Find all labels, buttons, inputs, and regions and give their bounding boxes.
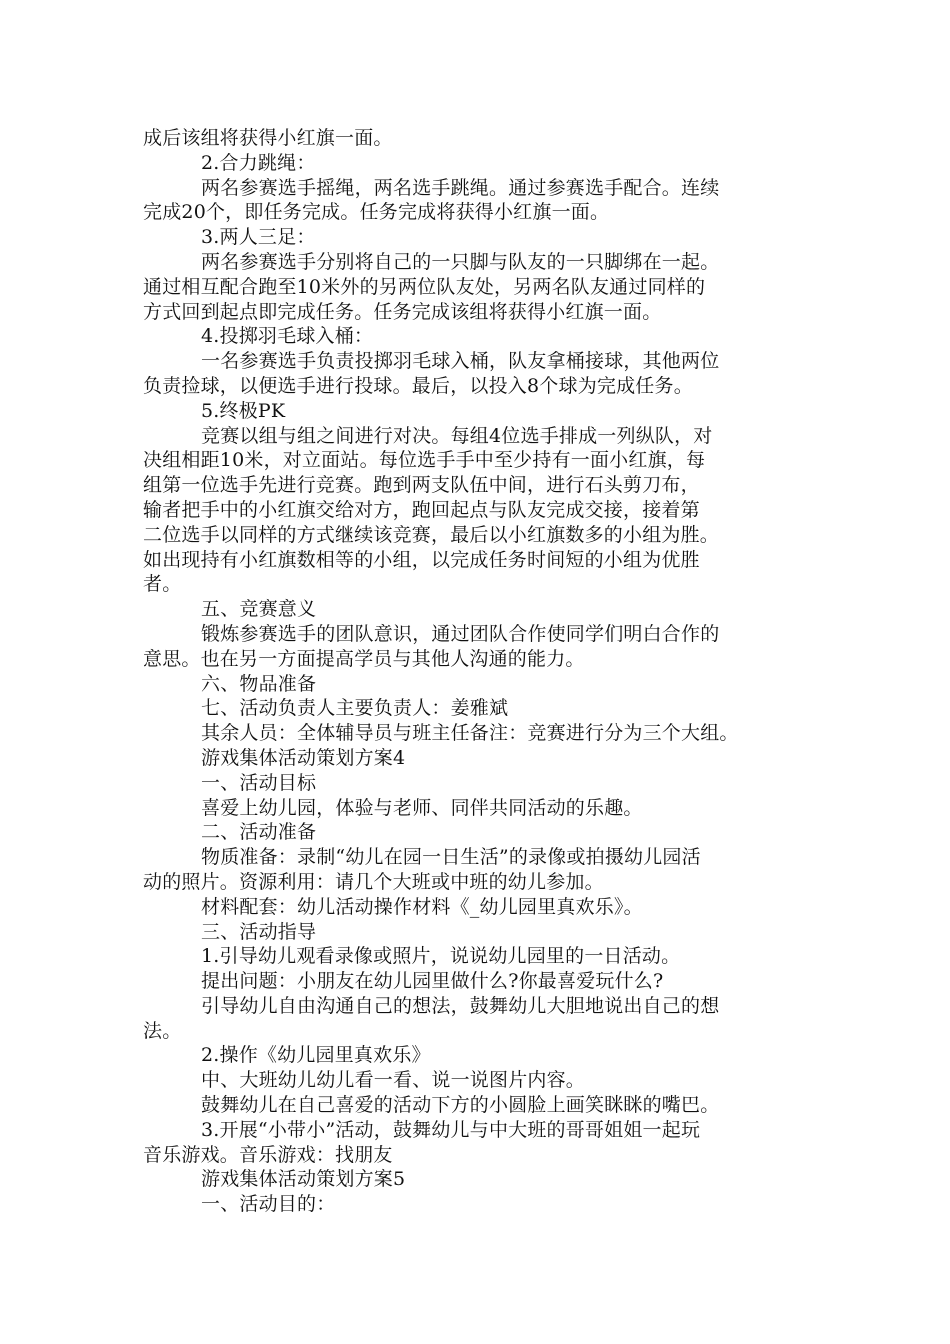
text-line: 输者把手中的小红旗交给对方，跑回起点与队友完成交接，接着第 bbox=[143, 498, 700, 521]
text-line: 一、活动目的： bbox=[201, 1193, 336, 1216]
text-line: 喜爱上幼儿园，体验与老师、同伴共同活动的乐趣。 bbox=[201, 796, 643, 819]
text-line: 5.终极PK bbox=[201, 399, 286, 422]
text-line: 意思。也在另一方面提高学员与其他人沟通的能力。 bbox=[143, 647, 585, 670]
text-line: 成后该组将获得小红旗一面。 bbox=[143, 127, 393, 149]
text-line: 引导幼儿自由沟通自己的想法，鼓舞幼儿大胆地说出自己的想 bbox=[201, 994, 720, 1017]
text-line: 鼓舞幼儿在自己喜爱的活动下方的小圆脸上画笑眯眯的嘴巴。 bbox=[201, 1094, 720, 1117]
text-line: 3.开展“小带小”活动，鼓舞幼儿与中大班的哥哥姐姐一起玩 bbox=[201, 1118, 701, 1141]
text-line: 两名参赛选手摇绳，两名选手跳绳。通过参赛选手配合。连续 bbox=[201, 176, 720, 199]
text-line: 两名参赛选手分别将自己的一只脚与队友的一只脚绑在一起。 bbox=[201, 250, 720, 273]
text-line: 3.两人三足： bbox=[201, 226, 316, 249]
text-line: 通过相互配合跑至10米外的另两位队友处，另两名队友通过同样的 bbox=[143, 275, 706, 298]
text-line: 中、大班幼儿幼儿看一看、说一说图片内容。 bbox=[201, 1069, 586, 1092]
text-line: 六、物品准备 bbox=[201, 672, 317, 695]
text-line: 2.操作《幼儿园里真欢乐》 bbox=[201, 1044, 431, 1067]
text-line: 决组相距10米，对立面站。每位选手手中至少持有一面小红旗，每 bbox=[143, 449, 706, 472]
text-line: 三、活动指导 bbox=[201, 920, 317, 943]
document-body bbox=[143, 126, 813, 1217]
text-line: 完成20个，即任务完成。任务完成将获得小红旗一面。 bbox=[143, 201, 610, 224]
text-line: 音乐游戏。音乐游戏：找朋友 bbox=[143, 1143, 393, 1166]
text-line: 法。 bbox=[143, 1019, 182, 1042]
text-line: 4.投掷羽毛球入桶： bbox=[201, 325, 374, 348]
text-line: 一、活动目标 bbox=[201, 771, 317, 794]
text-line: 竞赛以组与组之间进行对决。每组4位选手排成一列纵队，对 bbox=[201, 424, 713, 447]
text-line: 游戏集体活动策划方案4 bbox=[201, 746, 406, 769]
text-line: 材料配套：幼儿活动操作材料《_幼儿园里真欢乐》。 bbox=[201, 895, 643, 918]
text-line: 负责捡球，以便选手进行投球。最后，以投入8个球为完成任务。 bbox=[143, 374, 693, 397]
text-line: 1.引导幼儿观看录像或照片，说说幼儿园里的一日活动。 bbox=[201, 945, 681, 968]
text-line: 锻炼参赛选手的团队意识，通过团队合作使同学们明白合作的 bbox=[201, 622, 720, 645]
text-line: 组第一位选手先进行竞赛。跑到两支队伍中间，进行石头剪刀布， bbox=[143, 474, 700, 497]
text-line: 其余人员：全体辅导员与班主任备注：竞赛进行分为三个大组。 bbox=[201, 722, 739, 745]
text-line: 一名参赛选手负责投掷羽毛球入桶，队友拿桶接球，其他两位 bbox=[201, 350, 720, 373]
text-line: 五、竞赛意义 bbox=[201, 598, 317, 621]
text-line: 方式回到起点即完成任务。任务完成该组将获得小红旗一面。 bbox=[143, 300, 662, 323]
text-line: 游戏集体活动策划方案5 bbox=[201, 1168, 406, 1191]
text-line: 2.合力跳绳： bbox=[201, 151, 316, 174]
text-line: 提出问题：小朋友在幼儿园里做什么?你最喜爱玩什么? bbox=[201, 970, 664, 993]
text-line: 动的照片。资源利用：请几个大班或中班的幼儿参加。 bbox=[143, 870, 604, 893]
text-line: 二、活动准备 bbox=[201, 821, 317, 844]
text-line: 七、活动负责人主要负责人：姜雅斌 bbox=[201, 697, 509, 720]
text-line: 二位选手以同样的方式继续该竞赛，最后以小红旗数多的小组为胜。 bbox=[143, 523, 720, 546]
text-line: 者。 bbox=[143, 573, 182, 596]
text-line: 如出现持有小红旗数相等的小组，以完成任务时间短的小组为优胜 bbox=[143, 548, 700, 571]
text-line: 物质准备：录制“幼儿在园一日生活”的录像或拍摄幼儿园活 bbox=[201, 846, 701, 869]
